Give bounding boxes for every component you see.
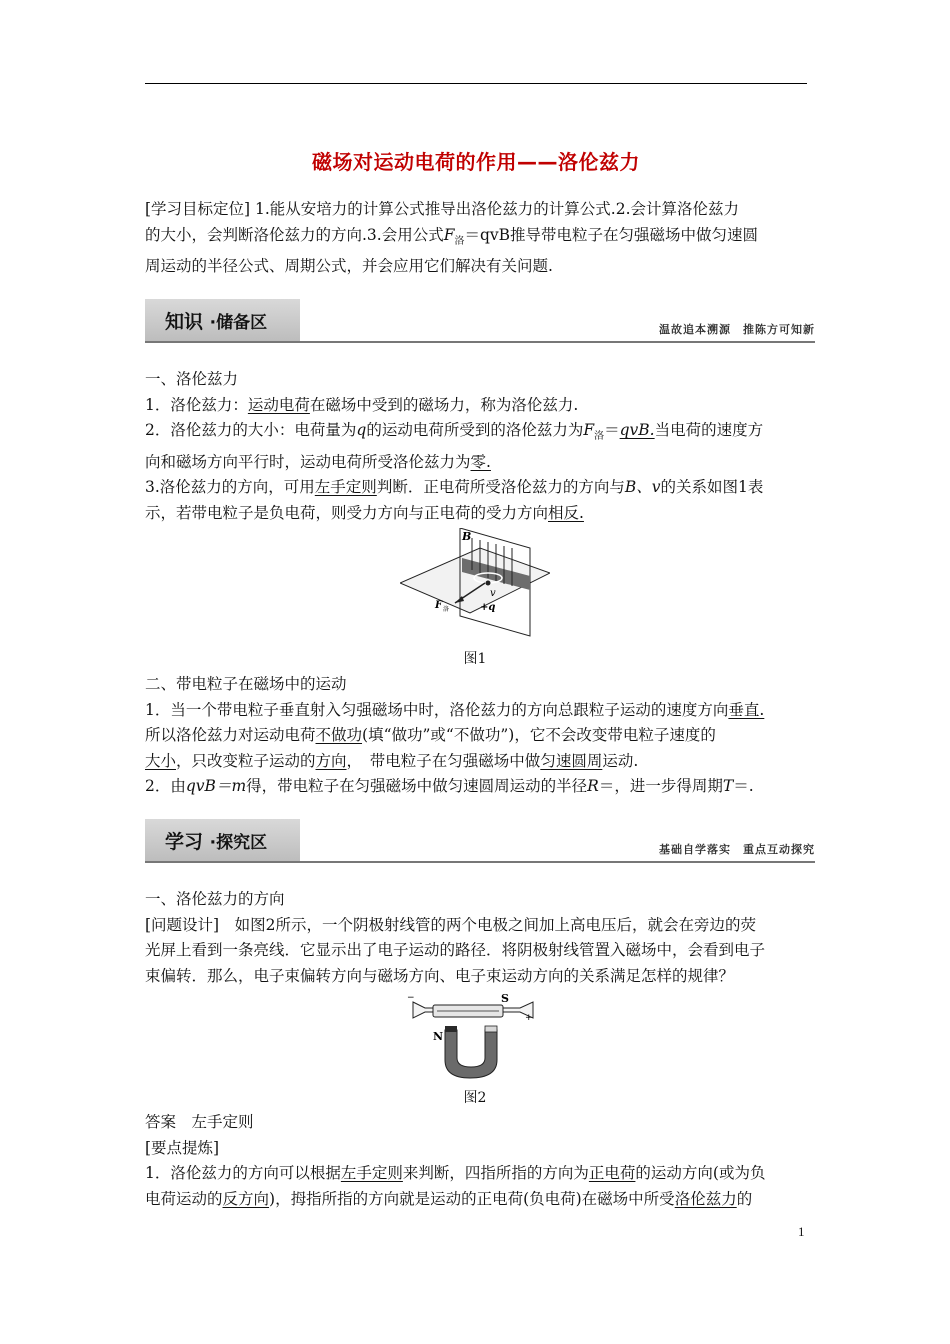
section-title-dot: ·: [209, 313, 217, 333]
text-run: 2．洛伦兹力的大小：电荷量为: [145, 421, 357, 439]
knowledge-item-3: [145, 475, 810, 501]
text-run: ＝qvB推导带电粒子在匀强磁场中做匀速圆: [464, 225, 759, 244]
fill-blank: 左手定则: [340, 1164, 403, 1182]
text-run: 当电荷的速度方: [654, 421, 764, 439]
text-run: 的: [736, 1189, 753, 1208]
label-s: S: [501, 992, 509, 1005]
text-run: 的大小，会判断洛伦兹力的方向.3.会用公式: [145, 225, 444, 244]
motion-item-1-cont: [145, 723, 810, 749]
text-run: ＝: [604, 421, 620, 439]
page-number: 1: [798, 1224, 805, 1239]
heading-particle-motion: 二、带电粒子在磁场中的运动: [145, 675, 347, 693]
text-run: 判断．正电荷所受洛伦兹力的方向与: [376, 478, 625, 497]
text-run: (填“做功”或“不做功”)，它不会改变带电粒子速度的: [362, 726, 716, 744]
text-run: 的关系如图1表: [660, 478, 764, 497]
symbol-t: T: [722, 777, 734, 795]
text-run: 3.洛伦兹力的方向，可用: [145, 478, 315, 497]
figure-2-cathode-ray-tube: [405, 990, 545, 1080]
text-run: 电荷运动的: [145, 1189, 223, 1208]
text-run: 所以洛伦兹力对运动电荷: [145, 726, 316, 744]
answer-line: 答案 左手定则: [145, 1113, 254, 1131]
text-run: 向和磁场方向平行时，运动电荷所受洛伦兹力为: [145, 452, 471, 471]
objectives-line-2: [145, 223, 810, 255]
symbol-f: F: [583, 421, 595, 439]
key-point-1-cont: [145, 1187, 810, 1213]
figure-2-caption: 图2: [463, 1090, 487, 1106]
fill-blank: 相反.: [548, 503, 584, 522]
figure-1-lorentz-diagram: [400, 528, 550, 638]
fill-blank: 匀速圆周: [540, 751, 603, 770]
motion-item-1-cont-2: [145, 749, 810, 775]
section-title-main: 学习: [165, 831, 204, 853]
fill-blank: 不做功: [315, 726, 363, 744]
objectives-line-3: 周运动的半径公式、周期公式，并会应用它们解决有关问题.: [145, 257, 553, 276]
fill-blank: 左手定则: [314, 478, 377, 497]
text-run: 来判断，四指所指的方向为: [402, 1164, 589, 1182]
section-title-dot: ·: [209, 833, 217, 853]
text-run: ，只改变粒子运动的: [176, 751, 316, 770]
learning-objectives: [145, 197, 810, 280]
knowledge-item-1: [145, 393, 810, 419]
section-title: [165, 827, 267, 854]
fill-blank: 方向: [315, 751, 347, 770]
text-run: 的运动方向(或为负: [635, 1164, 766, 1182]
section-header-knowledge: [145, 299, 815, 343]
formula: qvB＝m: [185, 777, 247, 795]
page-title: 磁场对运动电荷的作用——洛伦兹力: [312, 150, 640, 174]
symbol-r: R: [587, 777, 599, 795]
section-tagline: 温故追本溯源 推陈方可知新: [659, 323, 815, 336]
explore-body-2: [145, 1110, 810, 1212]
knowledge-item-2: [145, 418, 810, 450]
section-header-explore: [145, 819, 815, 863]
knowledge-item-2-cont: [145, 450, 810, 476]
knowledge-body: [145, 367, 810, 526]
section-tagline: 基础自学落实 重点互动探究: [659, 843, 815, 856]
text-run: 1．洛伦兹力的方向可以根据: [145, 1164, 341, 1182]
fill-blank: 正电荷: [588, 1164, 636, 1182]
motion-item-1: [145, 698, 810, 724]
fill-blank: 洛伦兹力: [674, 1189, 737, 1208]
motion-item-2: [145, 774, 810, 800]
fill-blank: 反方向: [222, 1189, 270, 1208]
formula-sub: 洛: [454, 235, 465, 247]
knowledge-body-2: [145, 672, 810, 800]
text-run: 1．洛伦兹力：: [145, 395, 248, 414]
problem-line-1: [问题设计] 如图2所示，一个阴极射线管的两个电极之间加上高电压后，就会在旁边的荧: [145, 915, 756, 934]
label-n: N: [433, 1030, 444, 1043]
text-run: 2．由: [145, 777, 186, 795]
key-point-1: [145, 1161, 810, 1187]
label-q: +q: [480, 602, 496, 613]
magnet-pole-s: [485, 1026, 497, 1032]
problem-line-3: 束偏转．那么，电子束偏转方向与磁场方向、电子束运动方向的关系满足怎样的规律？: [145, 966, 735, 985]
figure-1-caption: 图1: [463, 651, 487, 667]
label-plus: +: [525, 1013, 533, 1023]
explore-body: [145, 887, 810, 989]
text-run: )，拇指所指的方向就是运动的正电荷(负电荷)在磁场中所受: [269, 1189, 675, 1208]
fill-blank: 零.: [470, 452, 491, 471]
section-title-main: 知识: [165, 311, 204, 333]
fill-blank: 运动电荷: [247, 395, 310, 414]
label-f-sub: 洛: [443, 606, 450, 613]
label-b: B: [462, 530, 472, 543]
text-run: ＝.: [733, 777, 754, 795]
label-f: F: [435, 600, 443, 611]
text-run: ＝，进一步得周期: [598, 777, 723, 795]
section-title-sub: 储备区: [216, 313, 268, 333]
text-run: 的运动电荷所受到的洛伦兹力为: [366, 421, 584, 439]
horseshoe-magnet: [445, 1030, 497, 1078]
label-minus: −: [407, 993, 415, 1003]
text-run: 示，若带电粒子是负电荷，则受力方向与正电荷的受力方向: [145, 503, 549, 522]
problem-line-2: 光屏上看到一条亮线．它显示出了电子运动的路径．将阴极射线管置入磁场中，会看到电子: [145, 941, 766, 959]
symbols-b-v: B、v: [624, 478, 661, 497]
key-points-heading: [要点提炼]: [145, 1138, 220, 1157]
fill-blank: 垂直.: [728, 700, 765, 719]
objectives-line-1: [学习目标定位] 1.能从安培力的计算公式推导出洛伦兹力的计算公式.2.会计算洛伦兹力: [145, 200, 740, 218]
section-title: [165, 307, 267, 334]
knowledge-item-3-cont: [145, 501, 810, 527]
formula-sub: 洛: [594, 431, 605, 443]
magnet-pole-n: [445, 1026, 457, 1032]
heading-lorentz-force: 一、洛伦兹力: [145, 370, 239, 388]
fill-blank: qvB.: [619, 421, 655, 439]
formula-f: F: [443, 225, 455, 244]
section-rule: [145, 861, 815, 863]
text-run: 在磁场中受到的磁场力，称为洛伦兹力.: [309, 395, 579, 414]
charge-dot: [486, 581, 491, 586]
text-run: 运动.: [602, 751, 639, 770]
symbol-q: q: [356, 421, 367, 439]
fill-blank: 大小: [145, 751, 177, 770]
section-rule: [145, 341, 815, 343]
label-v: v: [490, 588, 496, 599]
text-run: ， 带电粒子在匀强磁场中做: [346, 751, 541, 770]
section-title-sub: 探究区: [216, 833, 268, 853]
header-rule: [145, 83, 807, 84]
text-run: 得，带电粒子在匀强磁场中做匀速圆周运动的半径: [246, 777, 588, 795]
text-run: 1．当一个带电粒子垂直射入匀强磁场中时，洛伦兹力的方向总跟粒子运动的速度方向: [145, 700, 729, 719]
heading-force-direction: 一、洛伦兹力的方向: [145, 890, 285, 908]
